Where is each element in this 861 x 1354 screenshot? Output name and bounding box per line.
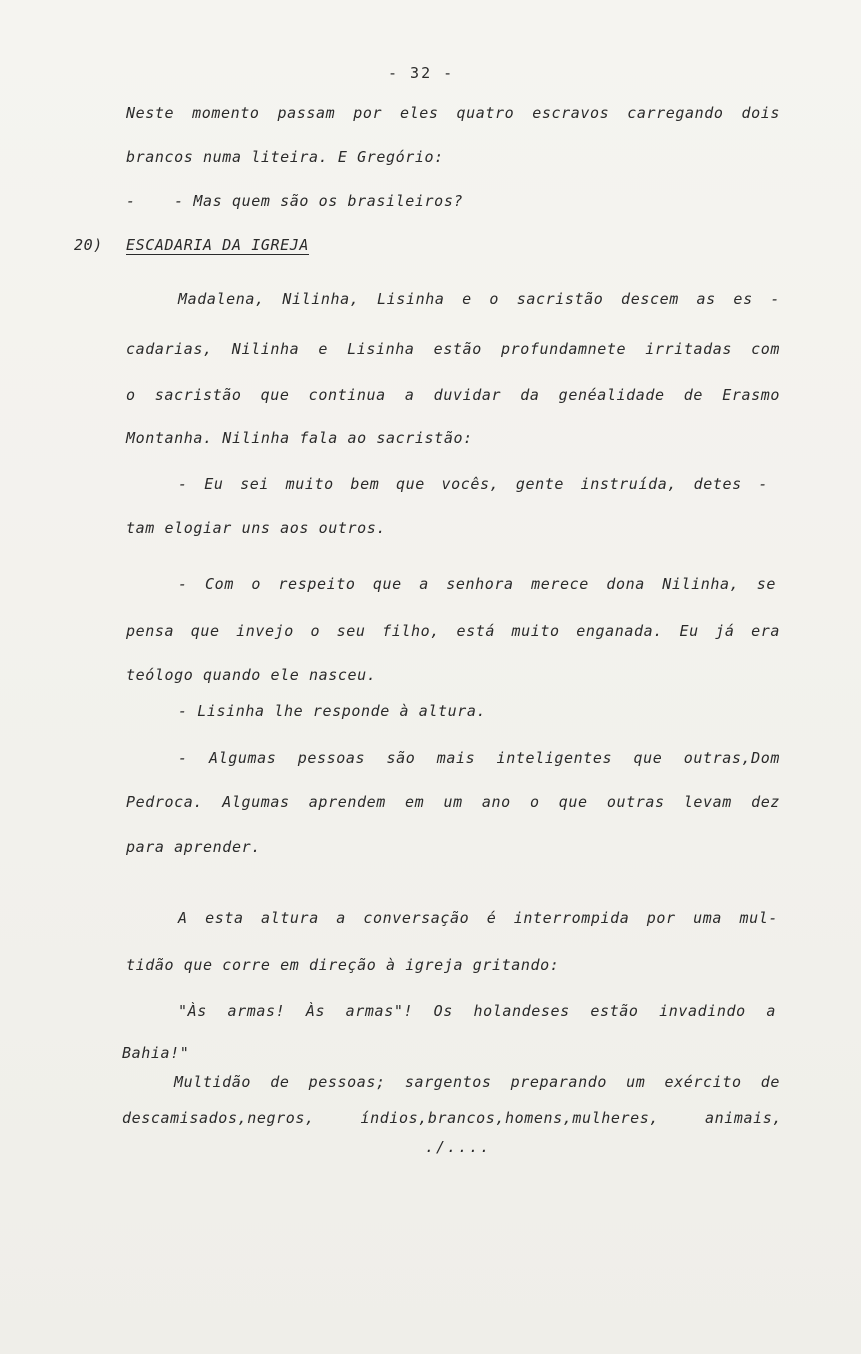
section-number: 20) [74, 236, 103, 254]
text-line: Multidão de pessoas; sargentos preparando um exército de [174, 1073, 780, 1091]
text-line: A esta altura a conversação é interrompida por uma mul- [178, 909, 778, 927]
section-heading: ESCADARIA DA IGREJA [126, 236, 309, 254]
text-line: Bahia!" [122, 1044, 190, 1062]
text-line: Pedroca. Algumas aprendem em um ano o que outras levam dez [126, 793, 780, 811]
text-line: cadarias, Nilinha e Lisinha estão profundamnete irritadas com [126, 340, 780, 358]
text-line: Madalena, Nilinha, Lisinha e o sacristão descem as es - [178, 290, 780, 308]
text-line: Montanha. Nilinha fala ao sacristão: [126, 429, 473, 447]
continuation-marker: ./.... [425, 1138, 492, 1156]
text-line: teólogo quando ele nasceu. [126, 666, 377, 684]
text-line: Neste momento passam por eles quatro escravos carregando dois [126, 104, 780, 122]
text-line: "Às armas! Às armas"! Os holandeses estão invadindo a [178, 1002, 776, 1020]
text-line: o sacristão que continua a duvidar da genéalidade de Erasmo [126, 386, 780, 404]
text-line: - - Mas quem são os brasileiros? [126, 192, 464, 210]
text-line: tam elogiar uns aos outros. [126, 519, 387, 537]
text-line: - Eu sei muito bem que vocês, gente instruída, detes - [178, 475, 768, 493]
page-number: - 32 - [388, 64, 455, 82]
text-line: tidão que corre em direção à igreja gritando: [126, 956, 560, 974]
text-line: - Lisinha lhe responde à altura. [178, 702, 487, 720]
text-line: - Algumas pessoas são mais inteligentes que outras,Dom [178, 749, 780, 767]
text-line: para aprender. [126, 838, 261, 856]
text-line: - Com o respeito que a senhora merece dona Nilinha, se [178, 575, 776, 593]
text-line: pensa que invejo o seu filho, está muito enganada. Eu já era [126, 622, 780, 640]
text-line: descamisados,negros, índios,brancos,homens,mulheres, animais, [122, 1109, 782, 1127]
text-line: brancos numa liteira. E Gregório: [126, 148, 444, 166]
